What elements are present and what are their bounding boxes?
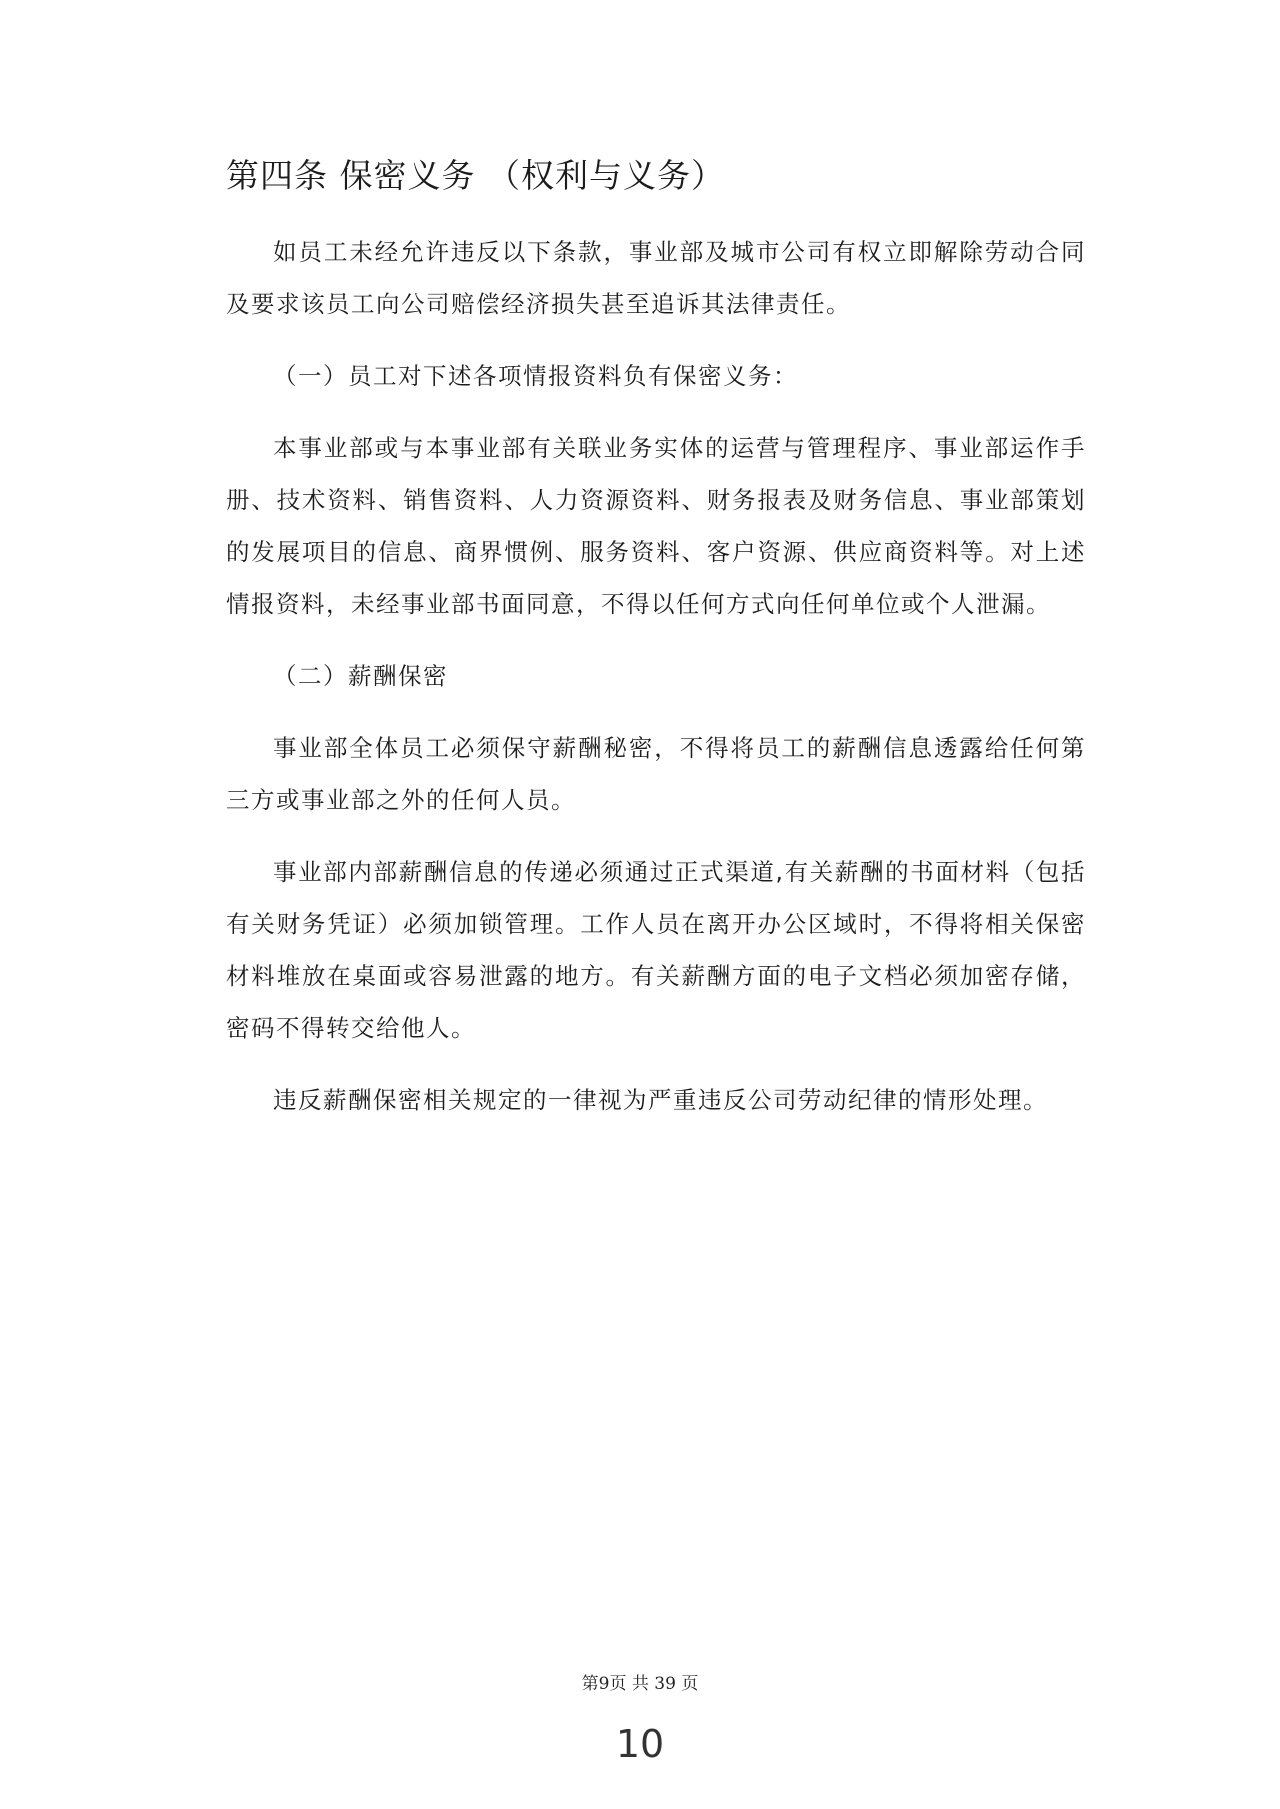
article-heading: 第四条 保密义务 （权利与义务） [226, 156, 725, 195]
paragraph-intro: 如员工未经允许违反以下条款，事业部及城市公司有权立即解除劳动合同及要求该员工向公司赔偿经济损失甚至追诉其法律责任。 [226, 238, 1086, 318]
page-number: 10 [615, 1722, 665, 1766]
paragraph-salary-transfer: 事业部内部薪酬信息的传递必须通过正式渠道,有关薪酬的书面材料（包括有关财务凭证）必须加锁管理。工作人员在离开办公区域时，不得将相关保密材料堆放在桌面或容易泄露的地方。有关薪酬方面的电子文档必须加密存储，密码不得转交给他人。 [226, 858, 1086, 1042]
paragraph-section-one-body: 本事业部或与本事业部有关联业务实体的运营与管理程序、事业部运作手册、技术资料、销售资料、人力资源资料、财务报表及财务信息、事业部策划的发展项目的信息、商界惯例、服务资料、客户资源、供应商资料等。对上述情报资料，未经事业部书面同意，不得以任何方式向任何单位或个人泄漏。 [226, 434, 1086, 618]
page-info: 第9页 共 39 页 [581, 1674, 699, 1694]
paragraph-section-two-title: （二）薪酬保密 [273, 662, 448, 690]
paragraph-violation: 违反薪酬保密相关规定的一律视为严重违反公司劳动纪律的情形处理。 [273, 1086, 1048, 1114]
paragraph-section-one-title: （一）员工对下述各项情报资料负有保密义务： [273, 362, 798, 390]
paragraph-salary-confidential: 事业部全体员工必须保守薪酬秘密，不得将员工的薪酬信息透露给任何第三方或事业部之外的任何人员。 [226, 734, 1086, 814]
document-body [226, 148, 1086, 1146]
